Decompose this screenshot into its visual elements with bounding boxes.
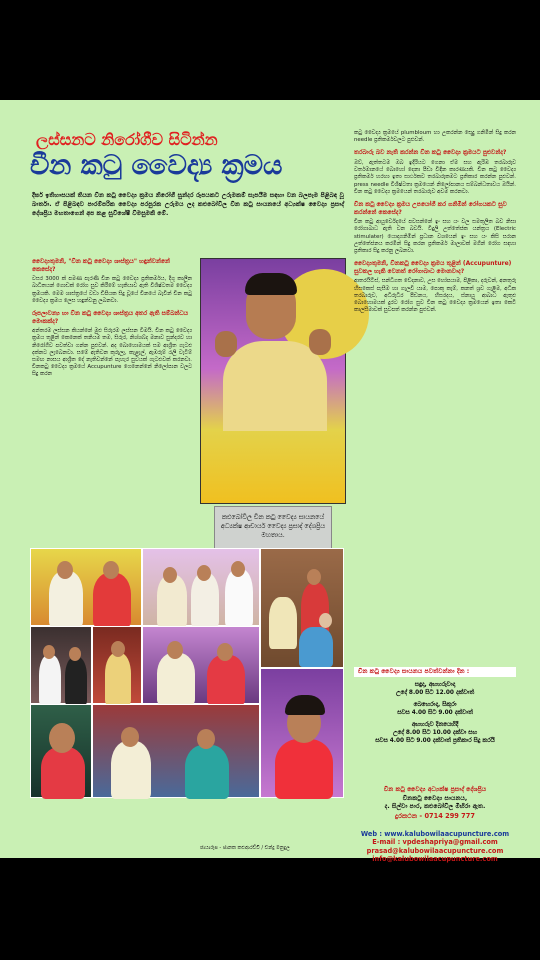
right-answer-2: චීන කටු ආයුර්වේදයේ පවසන්නේ ඉං සහ යං වල සමතුලිත බව නිසා රෝගාබාධ ඇති වන බවයි. විදුලි උත්තේජක යන්ත්‍රය (Electric stimulater) යොදාගනිමින් ප්‍රධාන වශයෙන් ඉං සහ යං කිසි සරාන උත්තේජනය කරමින් සිදු කරන ප්‍රතිකර්ම මාලාවක් මගින් රෝග සඳහා ප්‍රතිකාර සිදු කරනු ලබනවා.	[354, 219, 516, 255]
collage-photo	[260, 668, 344, 798]
clinic-hours-heading: චීන කටු වෛද්‍ය සායනය පවත්වන්නා දින :	[354, 667, 516, 677]
collage-photo	[142, 626, 260, 704]
right-text-1: කටු වෛද්‍ය ක්‍රමයේ plumbloum හා උකරන්න සෙදුු ගනිමින් සිදු කරන needle ප්‍රතිකර්මවලට පුළුවන්.	[354, 130, 516, 144]
collage-photo	[92, 626, 142, 704]
contact-block	[354, 786, 516, 863]
answer-1: වසර 3000 ක් පමණ පැරණි චීන කටු වෛද්‍ය ප්‍රතිකර්මය, දිගු කාලීන බාධිතයන් ගොඩක් රෝග සුව කිරීමේ හැකියාව ඇති විශිෂ්ටතම වෛද්‍ය ක්‍රමයකි. මෙම ශාස්ත්‍රයේ වඩා ඩිපියක සිදු වූයේ චීනයේ බැවින් චීන කටු වෛද්‍ය ක්‍රමය ලෙස හඳුන්වනු ලබනවා.	[32, 276, 192, 304]
headline-small: ලස්සනට නිරෝගීව සිටින්න	[36, 130, 218, 149]
photo-credit: ඡායාරූප - ජානක කළුආරච්චි / චන්දු මනුදුල	[200, 845, 290, 851]
right-question-2: චීන කටු වෛද්‍ය ක්‍රමය උපයෝගී කර ගනිමින් රෝගයකට සුව කරන්නේ කෙසේද?	[354, 201, 507, 216]
hours-line: සවස 4.00 සිට 9.00 දක්වාත්	[397, 710, 473, 716]
contact-org: ද. සිල්වා පාර, කළුබෝවිල මිහිරා ඇත.	[384, 803, 486, 811]
collage-photo	[30, 548, 142, 626]
hours-line: සවස 4.00 සිට 9.00 දක්වාත් ප්‍රතිකාර සිදු කරයි	[375, 738, 495, 744]
photo-collage	[30, 548, 344, 798]
hours-line: බෙහෙරාදා, සිකුරා	[413, 702, 457, 708]
contact-email-link[interactable]: info@kalubowilaacupuncture.com	[372, 854, 498, 863]
question-1: වෛද්‍යතුමනි, "චීන කටු වෛද්‍ය ශාස්ත්‍රය" හඳුන්වන්නේ කෙසේද?	[32, 258, 170, 273]
intro-paragraph: දීර්ඝ ඉතිහාසයක් තියන චීන කටු වෛද්‍ය ක්‍රමය නිරෝගී සුන්දර රූපයකට උරුමකම් සැපයීම සඳහා වන බලපෑම පිළිබඳ වූ බාර්තා. ඒ පිළිබඳව පාරම්පරික වෛද්‍ය පරපුරක උරුමය ලද කළුබෝවිල චීන කටු සායනයේ අධ්‍යක්ෂ වෛද්‍ය ප්‍රසාද් දේශප්‍රිය මහතාගෙන් අප කළ සුවිශේෂී විමසුමකි මේ.	[32, 192, 344, 217]
right-answer-3: ආතරයිටිස්, සන්ධිගත වේදනාව, උස හෝපයාම, පිළිකා, දරුවන්, අනතුරු හිසකෙස් පැසීම හා ගැලවී යාම, පොකු කැම්, කනත් ශ්‍රව ගැළීම, අධික තරබාරුව, අධිරුධිර පීඩනය, හිසරදය, ස්නායු ආබාධ ඇතුළු බොහොමයක් දුරට රෝග සුව චීන කටු වෛද්‍ය ක්‍රමයෙන් ඉතා කෙටි කාලසීමාවක් සුවපත් කරන්න පුළුවන්.	[354, 278, 516, 314]
clinic-hours	[354, 667, 516, 745]
photo-caption: කළුබෝවිල චීන කටු වෛද්‍ය සායනයේ අධ්‍යක්ෂ ආචාර්ය වෛද්‍ය ප්‍රසාද් දේශප්‍රිය මහතාය.	[214, 506, 332, 578]
column-right	[354, 130, 516, 319]
collage-photo	[30, 704, 92, 798]
magazine-page	[0, 100, 540, 863]
collage-photo	[92, 704, 260, 798]
right-answer-1: ඔව්, ඇත්තටම ඔබ ඉදිරියට ගෙනා ඒම සහ ඇරිඹ තරබාරුව වර්තමානයේ බොහෝ දෙනා පීඩා විඳින කාරණයකි. චීන කටු වෛද්‍ය ප්‍රතිකර්ම හරහා ඉතා සාර්ථකව තරබාරුකමට ප්‍රතිකාර කරන්න පුළුවන්. press needle විශිෂ්ටතා ක්‍රමයෙන් නිලෝපානය සම්බන්ධතාවය ඔයින්. චීන කටු වෛද්‍ය ක්‍රමයෙන් තරබාරුව අවම කරනවා.	[354, 160, 516, 195]
hours-line: උදේ 8.00 සිට 10.00 දක්වා සහ	[392, 730, 478, 736]
collage-photo	[260, 548, 344, 668]
hours-line: සඳුදා, අඟහරුවාදා	[414, 682, 456, 688]
contact-email-link[interactable]: prasad@kalubowilaacupuncture.com	[366, 846, 504, 855]
right-question-1: තරබාරු බව නැති කරන්න චීන කටු වෛද්‍ය ක්‍රමයට පුළුවන්ද?	[354, 149, 507, 157]
doctor-portrait	[200, 258, 346, 504]
contact-email-link[interactable]: E-mail : vpdeshapriya@gmail.com	[372, 838, 498, 847]
headline-main: චීන කටු වෛද්‍ය ක්‍රමය	[30, 150, 283, 181]
contact-web-link[interactable]: Web : www.kalubowilaacupuncture.com	[360, 830, 510, 839]
contact-phone: දුරකථන - 0714 299 777	[395, 811, 475, 820]
collage-photo	[142, 548, 260, 626]
right-question-3: වෛද්‍යතුමනි, චීනකටු වෛද්‍ය ක්‍රමය තුළින් (Accupunture) සුවකල හැකි වෙනත් රෝගාබාධ මොනවාද?	[354, 260, 512, 275]
contact-org: චීන කටු වෛද්‍ය අධ්‍යක්ෂ ප්‍රසාද් දේශප්‍රිය	[383, 786, 487, 793]
question-2: රූපලාවන්‍ය හා චීන කටු වෛද්‍ය ශාස්ත්‍රය අතර ඇති සම්බන්ධය මොකක්ද?	[32, 310, 189, 325]
column-left	[32, 258, 192, 384]
answer-2: අන්තරම ලස්සන කියන්නේ මුළු සිරුරම ලස්සන වීමයි. චීන කටු වෛද්‍ය ක්‍රමය තුළින් කෙනෙක් තනියම තම, සිරුර, නිශ්ශබ්ද මනාව සුන්දරව හා නිරෝගීව පවත්වා ගන්න පුළුවන්. අද බොහොමයක් සම ආශ්‍රිත ගැටළු දක්නට ලැබෙනවා. සමේ ඇතිවන කුරුලෑ, කැළැල්, ඇඹරුම් රැලි වැටීම් සමඟ නාසය ආශ්‍රිත දේ නැතිවන්නේ පැහැර සුවයක් ගැටළුවක් කරනවා. චීනකටු වෛද්‍ය ක්‍රමයේ Accupunture ගෙනෙන්නේ නිලෝපාන වලට සිදු කරන	[32, 328, 192, 378]
hours-line: අඟහරුව දිනයෙහිදී	[411, 722, 459, 728]
contact-org: චීනකටු වෛද්‍ය සායනය,	[402, 794, 468, 802]
hours-line: උදේ 8.00 සිට 12.00 දක්වාත්	[395, 690, 475, 696]
collage-photo	[30, 626, 92, 704]
